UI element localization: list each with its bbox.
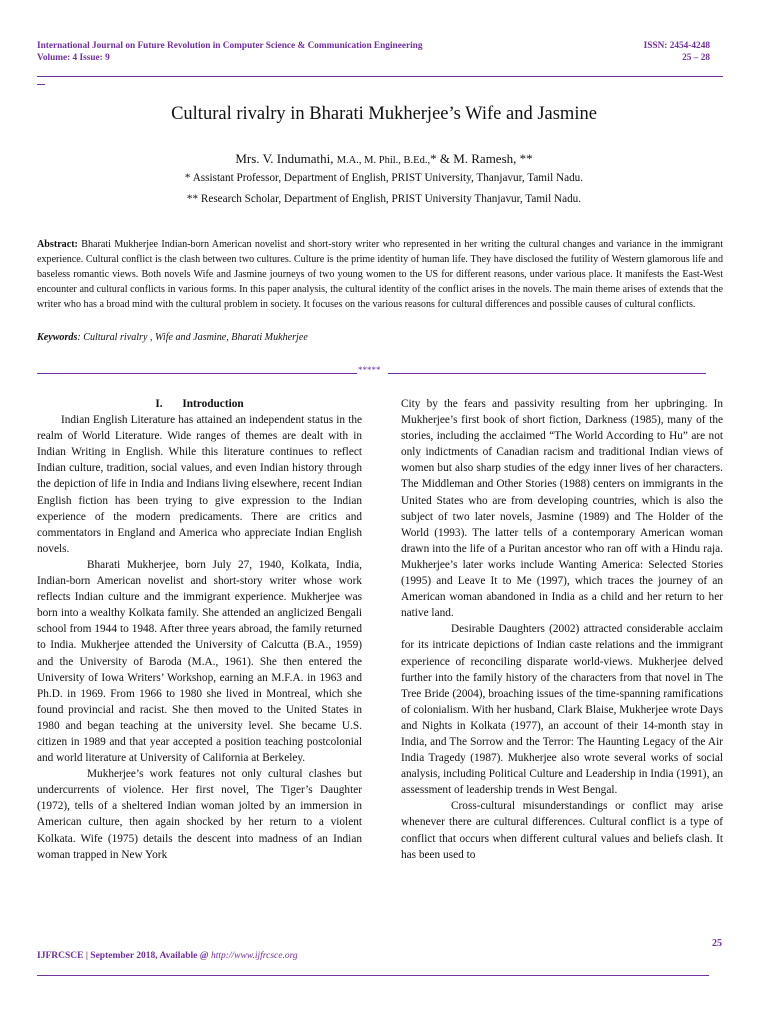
header-mark bbox=[37, 84, 45, 85]
section-title: Introduction bbox=[182, 398, 244, 410]
volume-issue: Volume: 4 Issue: 9 bbox=[37, 53, 110, 63]
author-second: * & M. Ramesh, ** bbox=[430, 151, 533, 166]
left-column bbox=[37, 396, 362, 863]
page-number: 25 bbox=[712, 938, 722, 949]
paper-title: Cultural rivalry in Bharati Mukherjee’s Wife and Jasmine bbox=[171, 104, 597, 124]
footer bbox=[37, 951, 298, 961]
affiliation-1: * Assistant Professor, Department of English, PRIST University, Thanjavur, Tamil Nadu. bbox=[184, 172, 584, 184]
authors bbox=[0, 151, 768, 167]
paragraph: City by the fears and passivity resulting from her upbringing. In Mukherjee’s first book of short fiction, Darkness (1985), many of the stories, including the acclaimed “The World According to Hu” are not only indictments of Canadian racism and traditional Indian views of women but also sharp studies of the edgy inner lives of her characters. The Middleman and Other Stories (1988) centers on immigrants in the United States who are from developing countries, which is also the subject of two later novels, Jasmine (1989) and The Holder of the World (1993). The latter tells of a contemporary American woman drawn into the life of a Puritan ancestor who ran off with a Hindu raja. Mukherjee’s later works include Wanting America: Selected Stories (1995) and Leave It to Me (1997), which traces the journey of an American woman abandoned in India as a child and her return to her native land. bbox=[401, 398, 723, 620]
separator-rule-left bbox=[37, 373, 357, 374]
paragraph: Indian English Literature has attained an independent status in the realm of World Literature. Wide ranges of themes are dealt with in Indian Writing in English. While this literature continues to reflect Indian culture, tradition, social values, and even Indian history through the depiction of life in India and Indians living elsewhere, recent Indian English fiction has been trying to give expression to the Indian experience of the modern predicaments. There are critics and commentators in England and America who appreciate Indian English novels. bbox=[37, 414, 362, 555]
abstract bbox=[37, 237, 723, 312]
abstract-label: Abstract: bbox=[37, 239, 78, 250]
right-column bbox=[401, 396, 723, 863]
issn: ISSN: 2454-4248 bbox=[643, 41, 710, 51]
page-range: 25 – 28 bbox=[682, 53, 710, 63]
header-rule bbox=[37, 76, 723, 77]
keywords-text: : Cultural rivalry , Wife and Jasmine, Bharati Mukherjee bbox=[77, 332, 308, 343]
footer-rule bbox=[37, 975, 709, 976]
abstract-text: Bharati Mukherjee Indian-born American novelist and short-story writer who represented in her writing the cultural changes and variance in the immigrant experience. Cultural conflict is the clash between two cultures. Culture is the prime identity of human life. They have disclosed the futility of Western glamorous life and baseless romantic views. Both novels Wife and Jasmine journeys of two young women to the US for different reasons, under various place. It manifests the East-West encounter and cultural conflicts in various forms. In this paper analysis, the cultural identity of the conflict arises in the novels. The main theme arises of extends that the writer who has a broad mind with the cultural problem in society. It focuses on the various reasons for cultural differences and possible causes of cultural conflicts. bbox=[37, 239, 723, 310]
keywords-label: Keywords bbox=[37, 332, 78, 343]
section-number: I. bbox=[155, 398, 163, 410]
paragraph: Mukherjee’s work features not only cultural clashes but undercurrents of violence. Her first novel, The Tiger’s Daughter (1972), tells of a sheltered Indian woman jolted by an immersion in American culture, then again shocked by her return to a violent Kolkata. Wife (1975) details the descent into madness of an Indian woman trapped in New York bbox=[37, 768, 362, 861]
separator-stars: ***** bbox=[358, 365, 381, 375]
affiliation-2: ** Research Scholar, Department of English, PRIST University Thanjavur, Tamil Nadu. bbox=[186, 193, 582, 205]
footer-text: IJFRCSCE | September 2018, Available @ bbox=[37, 951, 209, 961]
paragraph: Desirable Daughters (2002) attracted considerable acclaim for its intricate depictions of Indian caste relations and the immigrant experience of reconciling disparate world-views. Mukherjee delved further into the family history of the characters from that novel in The Tree Bride (2004), broaching issues of the time-spanning ramifications of colonialism. With her husband, Clark Blaise, Mukherjee wrote Days and Nights in Kolkata (1977), an account of their 14-month stay in India, and The Sorrow and the Terror: The Haunting Legacy of the Air India Tragedy (1987). Mukherjee also wrote several works of social analysis, including Political Culture and Leadership in India (1991), an assessment of leadership trends in West Bengal. bbox=[401, 623, 723, 797]
separator-rule-right bbox=[388, 373, 706, 374]
author-name: Mrs. V. Indumathi, bbox=[235, 151, 334, 166]
section-heading bbox=[37, 396, 362, 412]
paragraph: Cross-cultural misunderstandings or conflict may arise whenever there are cultural differences. Cultural conflict is a type of conflict that occurs when different cultural values and beliefs clash. It has been used to bbox=[401, 800, 723, 861]
author-degrees: M.A., M. Phil., B.Ed., bbox=[336, 155, 431, 166]
footer-url[interactable]: http://www.ijfrcsce.org bbox=[210, 951, 298, 961]
journal-title: International Journal on Future Revolution in Computer Science & Communication Engineering bbox=[37, 41, 423, 51]
paragraph: Bharati Mukherjee, born July 27, 1940, Kolkata, India, Indian-born American novelist and short-story writer whose work reflects Indian culture and the immigrant experience. Mukherjee was born into a wealthy Kolkata family. She attended an anglicized Bengali school from 1944 to 1948. After three years abroad, the family returned to India. Mukherjee attended the University of Calcutta (B.A., 1959) and the University of Baroda (M.A., 1961). She then entered the University of Iowa Writers’ Workshop, earning an M.F.A. in 1963 and Ph.D. in 1969. From 1966 to 1980 she lived in Montreal, which she found provincial and racist. She then moved to the United States in 1980 and began teaching at the university level. She became U.S. citizen in 1989 and that year accepted a position teaching postcolonial and world literature at University of California at Berkeley. bbox=[37, 558, 362, 765]
keywords bbox=[37, 332, 308, 343]
